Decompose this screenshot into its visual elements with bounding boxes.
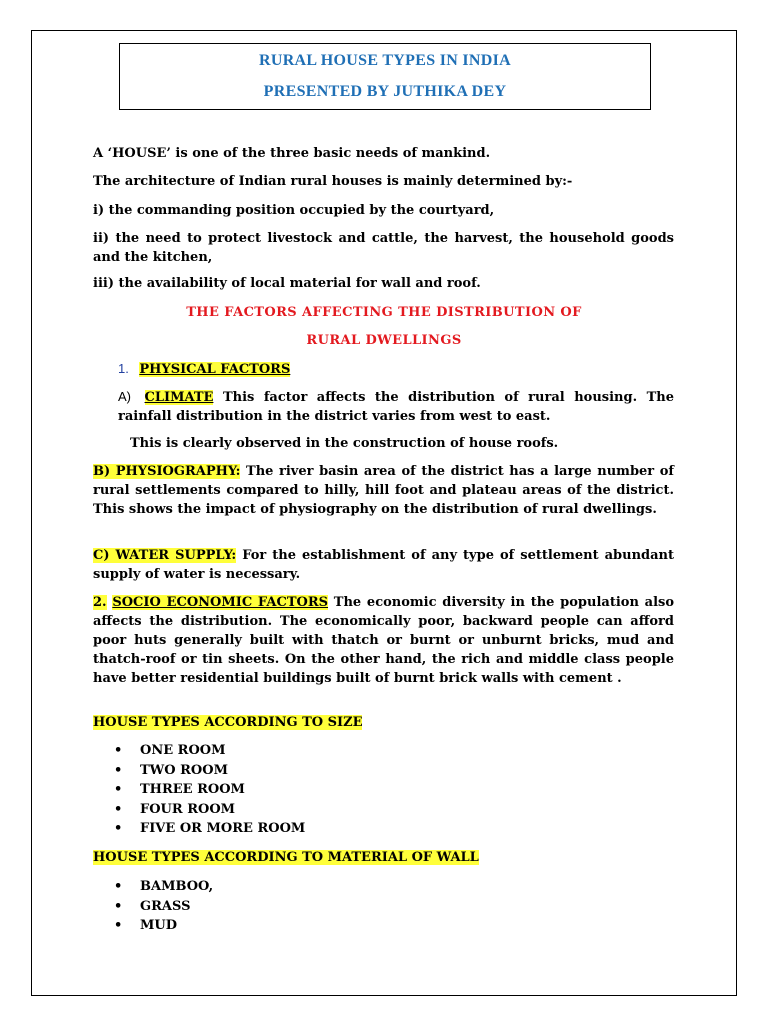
size-heading: HOUSE TYPES ACCORDING TO SIZE <box>93 715 363 730</box>
wall-list <box>114 877 214 936</box>
list-item: • BAMBOO, <box>140 877 213 897</box>
bullet-icon: • <box>114 782 123 797</box>
climate-paragraph <box>118 387 674 426</box>
climate-label: CLIMATE <box>144 390 214 405</box>
list-item: • TWO ROOM <box>140 761 305 781</box>
document-title: RURAL HOUSE TYPES IN INDIA <box>258 52 511 69</box>
document-author: PRESENTED BY JUTHIKA DEY <box>263 83 507 100</box>
title-box <box>119 43 651 110</box>
list-item: • ONE ROOM <box>140 741 305 761</box>
factors-heading-line-2: RURAL DWELLINGS <box>306 333 462 348</box>
socio-paragraph <box>93 593 674 688</box>
bullet-icon: • <box>114 898 123 914</box>
water-label: C) WATER SUPPLY: <box>93 548 237 563</box>
size-list <box>114 741 306 839</box>
physical-factors-heading <box>118 359 290 379</box>
water-text: For the establishment of any type of settlement abundant supply of water is necessary. <box>93 548 675 582</box>
climate-text: This factor affects the distribution of rural housing. The rainfall distribution in the district varies from west to east. <box>118 390 674 424</box>
intro-line-5: iii) the availability of local material for wall and roof. <box>93 276 481 291</box>
list-item: • MUD <box>140 916 213 936</box>
socio-label: SOCIO ECONOMIC FACTORS <box>112 595 329 610</box>
physiography-label: B) PHYSIOGRAPHY: <box>93 464 241 479</box>
climate-marker: A) <box>118 389 131 404</box>
list-item: • THREE ROOM <box>140 780 305 800</box>
bullet-icon: • <box>114 801 123 817</box>
factors-heading-line-1: THE FACTORS AFFECTING THE DISTRIBUTION OF <box>186 305 582 320</box>
list-item: • FIVE OR MORE ROOM <box>140 819 305 839</box>
intro-line-1: A ‘HOUSE’ is one of the three basic needs of mankind. <box>93 146 491 161</box>
bullet-icon: • <box>114 743 123 758</box>
bullet-icon: • <box>114 918 123 933</box>
list-item: • GRASS <box>140 897 213 917</box>
physiography-text: The river basin area of the district has a large number of rural settlements compared to hilly, hill foot and plateau areas of the district. This shows the impact of physiography on the distribution of rural dwellings. <box>93 464 675 517</box>
socio-number: 2. <box>93 595 107 610</box>
bullet-icon: • <box>114 762 123 778</box>
roofs-text: This is clearly observed in the construction of house roofs. <box>130 436 559 451</box>
physical-number: 1. <box>118 361 129 376</box>
bullet-icon: • <box>114 879 123 894</box>
bullet-icon: • <box>114 821 123 836</box>
wall-heading: HOUSE TYPES ACCORDING TO MATERIAL OF WALL <box>93 850 479 865</box>
socio-text: The economic diversity in the population also affects the distribution. The economically poor, backward people can afford poor huts generally built with thatch or burnt or unburnt bricks, mud and thatch-roof or tin sheets. On the other hand, the rich and middle class people have better residential buildings built of burnt brick walls with cement . <box>93 595 675 686</box>
list-item: • FOUR ROOM <box>140 800 305 820</box>
water-paragraph <box>93 546 674 584</box>
physical-label: PHYSICAL FACTORS <box>139 362 291 377</box>
intro-line-2: The architecture of Indian rural houses is mainly determined by:- <box>93 174 573 189</box>
physiography-paragraph <box>93 462 674 519</box>
intro-line-3: i) the commanding position occupied by the courtyard, <box>93 203 495 218</box>
intro-line-4: ii) the need to protect livestock and cattle, the harvest, the household goods and the kitchen, <box>93 231 674 265</box>
